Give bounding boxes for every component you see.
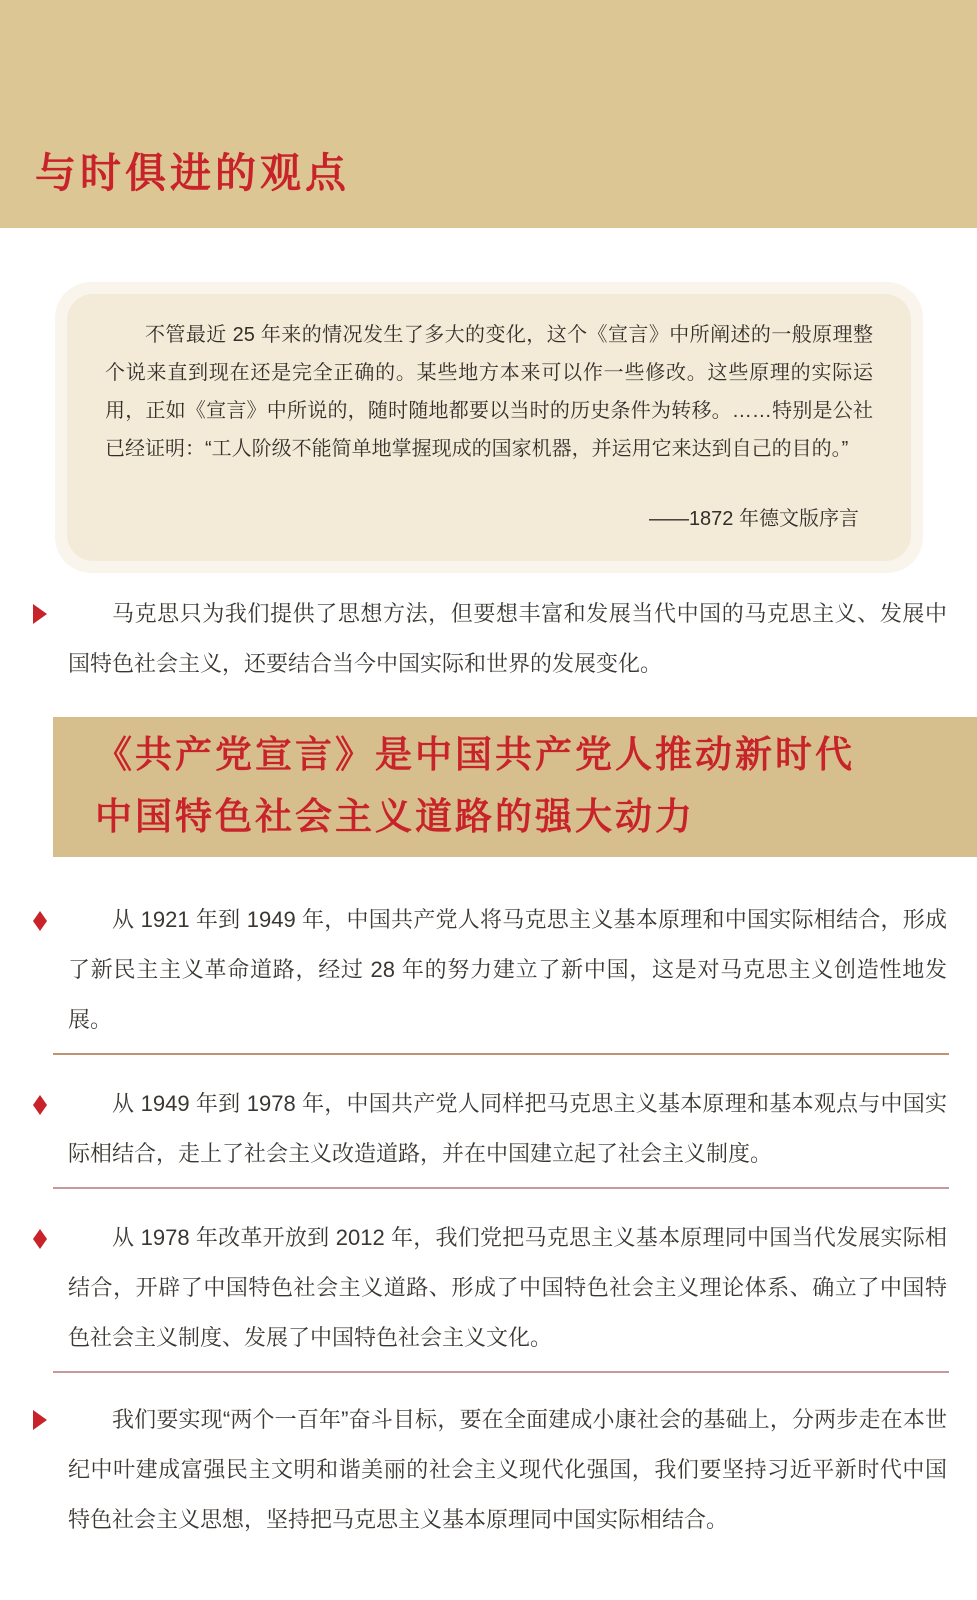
page-title: 与时俱进的观点 (35, 149, 350, 196)
point-paragraph-text: 从 1921 年到 1949 年，中国共产党人将马克思主义基本原理和中国实际相结合，形成了新民主主义革命道路，经过 28 年的努力建立了新中国，这是对马克思主义创造性地发展。 (68, 907, 947, 1032)
banner-line: 中国特色社会主义道路的强大动力 (95, 796, 695, 837)
point-paragraph (68, 1213, 947, 1363)
separator-line (53, 1371, 949, 1373)
conclusion-paragraph-text: 我们要实现“两个一百年”奋斗目标，要在全面建成小康社会的基础上，分两步走在本世纪中叶建成富强民主文明和谐美丽的社会主义现代化强国，我们要坚持习近平新时代中国特色社会主义思想，坚持把马克思主义基本原理同中国实际相结合。 (68, 1407, 947, 1532)
quote-text: 不管最近 25 年来的情况发生了多大的变化，这个《宣言》中所阐述的一般原理整个说来直到现在还是完全正确的。某些地方本来可以作一些修改。这些原理的实际运用，正如《宣言》中所说的，随时随地都要以当时的历史条件为转移。……特别是公社已经证明：“工人阶级不能简单地掌握现成的国家机器，并运用它来达到自己的目的。” (105, 324, 873, 460)
quote-attribution: ——1872 年德文版序言 (648, 508, 859, 530)
quote-box-halo (55, 282, 923, 573)
point-paragraph-text: 从 1949 年到 1978 年，中国共产党人同样把马克思主义基本原理和基本观点与中国实际相结合，走上了社会主义改造道路，并在中国建立起了社会主义制度。 (68, 1091, 947, 1166)
separator-line (53, 1187, 949, 1189)
separator-line (53, 1053, 949, 1055)
diamond-bullet-icon (33, 1095, 47, 1115)
diamond-bullet-icon (33, 1229, 47, 1249)
intro-paragraph (68, 589, 947, 689)
conclusion-paragraph (68, 1395, 947, 1545)
section-heading-banner (53, 717, 977, 857)
intro-paragraph-text: 马克思只为我们提供了思想方法，但要想丰富和发展当代中国的马克思主义、发展中国特色社会主义，还要结合当今中国实际和世界的发展变化。 (68, 601, 947, 676)
header-band (0, 0, 977, 228)
point-paragraph-text: 从 1978 年改革开放到 2012 年，我们党把马克思主义基本原理同中国当代发展实际相结合，开辟了中国特色社会主义道路、形成了中国特色社会主义理论体系、确立了中国特色社会主义制度、发展了中国特色社会主义文化。 (68, 1225, 947, 1350)
quote-box (67, 294, 911, 561)
triangle-bullet-icon (33, 1410, 47, 1430)
diamond-bullet-icon (33, 911, 47, 931)
triangle-bullet-icon (33, 604, 47, 624)
point-paragraph (68, 895, 947, 1045)
banner-line: 《共产党宣言》是中国共产党人推动新时代 (95, 734, 855, 775)
point-paragraph (68, 1079, 947, 1179)
